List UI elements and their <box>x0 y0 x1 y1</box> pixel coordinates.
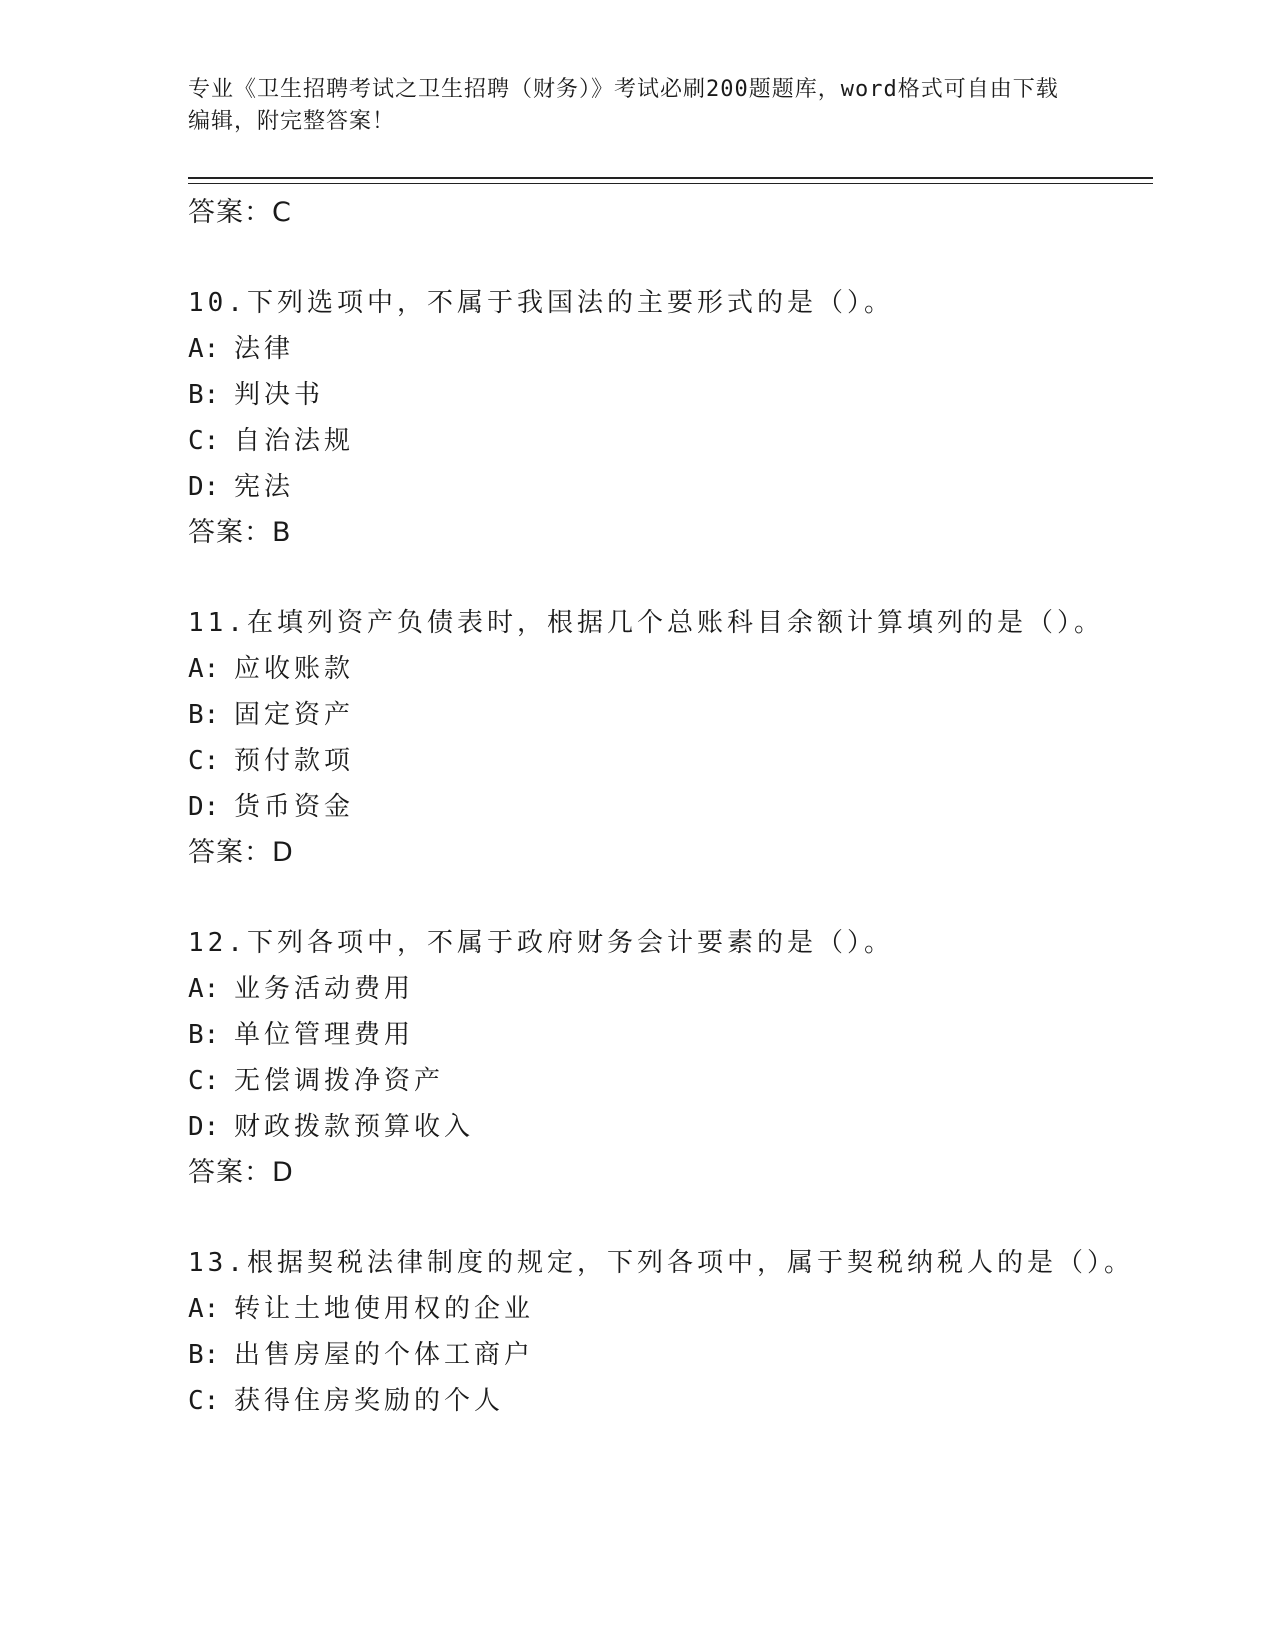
option-c <box>188 418 1153 464</box>
question-13 <box>188 1240 1153 1424</box>
option-letter: D: <box>188 1112 220 1142</box>
question-list <box>188 190 1153 1468</box>
option-d <box>188 1104 1153 1150</box>
option-b <box>188 1332 1153 1378</box>
option-a <box>188 646 1153 692</box>
option-b <box>188 692 1153 738</box>
option-text: 无偿调拨净资产 <box>234 1066 445 1096</box>
option-letter: A: <box>188 1294 220 1324</box>
option-d <box>188 464 1153 510</box>
answer-label: 答案：C <box>188 197 292 228</box>
option-letter: D: <box>188 472 220 502</box>
option-text: 财政拨款预算收入 <box>234 1112 475 1142</box>
question-text: 10.下列选项中，不属于我国法的主要形式的是（）。 <box>188 288 894 318</box>
option-c <box>188 738 1153 784</box>
header-rule-thick <box>188 177 1153 179</box>
answer-label: 答案：B <box>188 517 292 548</box>
option-letter: C: <box>188 746 220 776</box>
option-letter: C: <box>188 1066 220 1096</box>
option-text: 出售房屋的个体工商户 <box>234 1340 535 1370</box>
option-letter: A: <box>188 974 220 1004</box>
answer-label: 答案：D <box>188 837 294 868</box>
option-text: 法律 <box>234 334 295 364</box>
option-a <box>188 1286 1153 1332</box>
option-letter: B: <box>188 700 220 730</box>
question-text: 13.根据契税法律制度的规定，下列各项中，属于契税纳税人的是（）。 <box>188 1248 1134 1278</box>
option-text: 判决书 <box>234 380 325 410</box>
option-text: 固定资产 <box>234 700 355 730</box>
option-text: 单位管理费用 <box>234 1020 415 1050</box>
option-letter: D: <box>188 792 220 822</box>
option-letter: B: <box>188 380 220 410</box>
option-letter: C: <box>188 426 220 456</box>
option-c <box>188 1058 1153 1104</box>
option-b <box>188 372 1153 418</box>
option-text: 预付款项 <box>234 746 355 776</box>
question-10 <box>188 280 1153 556</box>
option-letter: C: <box>188 1386 220 1416</box>
option-text: 自治法规 <box>234 426 355 456</box>
question-11 <box>188 600 1153 876</box>
option-letter: B: <box>188 1340 220 1370</box>
option-letter: B: <box>188 1020 220 1050</box>
question-text: 11.在填列资产负债表时，根据几个总账科目余额计算填列的是（）。 <box>188 608 1104 638</box>
option-a <box>188 966 1153 1012</box>
option-text: 宪法 <box>234 472 295 502</box>
option-b <box>188 1012 1153 1058</box>
option-a <box>188 326 1153 372</box>
question-12 <box>188 920 1153 1196</box>
option-letter: A: <box>188 654 220 684</box>
option-text: 业务活动费用 <box>234 974 415 1004</box>
option-text: 货币资金 <box>234 792 355 822</box>
page-header-text: 专业《卫生招聘考试之卫生招聘（财务）》考试必刷200题题库，word格式可自由下载编辑，附完整答案！ <box>188 77 1059 134</box>
option-c <box>188 1378 1153 1424</box>
question-text: 12.下列各项中，不属于政府财务会计要素的是（）。 <box>188 928 894 958</box>
option-text: 转让土地使用权的企业 <box>234 1294 535 1324</box>
option-text: 获得住房奖励的个人 <box>234 1386 505 1416</box>
answer-label: 答案：D <box>188 1157 294 1188</box>
header-rule-thin <box>188 183 1153 184</box>
option-text: 应收账款 <box>234 654 355 684</box>
option-letter: A: <box>188 334 220 364</box>
option-d <box>188 784 1153 830</box>
